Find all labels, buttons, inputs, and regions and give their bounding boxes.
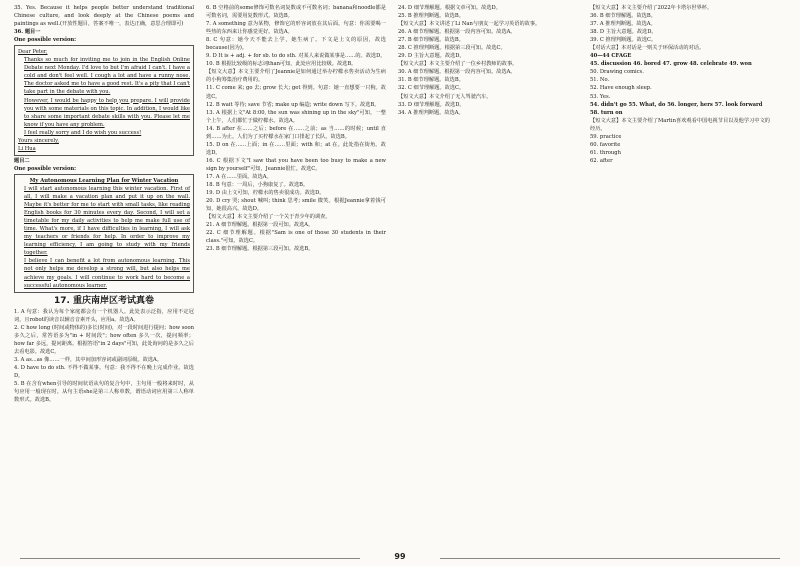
answer-31: 31. B 细节理解题。故选B。: [398, 77, 464, 84]
answer-58: 58. turn on: [590, 109, 623, 116]
answer-9: 9. D It is + adj. + for sb. to do sth. 对某人来说做某事是……的。故选D。: [206, 53, 386, 60]
section-title: 17. 重庆南岸区考试真卷: [53, 295, 155, 306]
topic-one-label: 36. 题目一: [14, 29, 41, 36]
answer-32: 32. C 细节理解题。故选C。: [398, 85, 465, 92]
passage-summary-b: 【短文大意】本文主要介绍了一个关于青少年的调查。: [206, 214, 331, 221]
passage-summary-a: 【短文大意】本文主要介绍了Jeannie是如何通过举办柠檬水售卖活动为生病的小狗筹集治疗费用的。: [206, 69, 386, 84]
column-3: [398, 4, 578, 552]
answer-28: 28. C 推理判断题。根据第三段可知。故选C。: [398, 45, 506, 52]
answer-20: 20. D cry 哭; shout 喊叫; think 思考; smile 微笑。根据Jeannie拿着钱可知，她很高兴。故选D。: [206, 198, 386, 213]
answer-21: 21. A 细节理解题。根据第一段可知。故选A。: [206, 222, 314, 229]
footer-rule-left: [20, 558, 360, 559]
column-4: [590, 4, 770, 552]
passage-summary-h: 【短文大意】本文主要介绍了Martin喜欢观看中国电视节目以及他学习中文的经历。: [590, 117, 770, 132]
answer-4: 4. D have to do sth. 不得不做某事。句意：我不得不在晚上完成作业。故选D。: [14, 364, 194, 379]
answer-38: 38. D 主旨大意题。故选D。: [590, 29, 657, 36]
letter-paragraph-1: Thanks so much for inviting me to join in the English Online Debate next Monday. I'd love to but I'm afraid I can't. I have a cold and don't feel well. I cough a lot and have a runny nose. The doctor asked me to have a good rest. It's a pity that I can't take part in the debate with you.: [24, 57, 190, 96]
answer-3: 3. A as...as 像……一样，其中间加形容词或副词原级。故选A。: [14, 356, 162, 363]
essay-title: My Autonomous Learning Plan for Winter Vacation: [29, 177, 179, 184]
answer-33: 33. D 细节理解题。故选D。: [398, 101, 465, 108]
letter-signature: Li Hua: [18, 145, 36, 152]
answer-37: 37. A 推理判断题。故选A。: [590, 21, 656, 28]
letter-paragraph-3: I feel really sorry and I do wish you success!: [24, 129, 142, 136]
column-1: [14, 4, 194, 552]
answer-18: 18. B 句意：一周后，小狗康复了。故选B。: [206, 182, 309, 189]
possible-version-label: One possible version:: [14, 37, 77, 44]
dialogue-summary: 【对话大意】本对话是一则关于环保活动的对话。: [590, 45, 705, 52]
answer-53: 53. Yes.: [590, 93, 611, 100]
answer-1: 1. A 句意：我认为每个家庭都会有一个机器人。此处表示泛指，应用不定冠词，且robot的读音以辅音音素开头，应用a。故选A。: [14, 308, 194, 323]
answer-14: 14. B after 在……之后；before 在……之前；as 当……的时候；until 直到……为止。人们为了买柠檬水在家门口排起了长队。故选B。: [206, 125, 386, 140]
answer-12: 12. B wait 等待; save 节省; make up 编造; write down 写下。故选B。: [206, 101, 380, 108]
answer-35: 35. Yes. Because it helps people better understand traditional Chinese culture, and look deeply at the Chinese poems and paintings as well.(开放性题目，答案不唯一，表达正确，意思合理即可): [14, 5, 194, 28]
answer-51: 51. No.: [590, 77, 610, 84]
page-number: 99: [394, 552, 406, 561]
answer-24: 24. D 细节理解题。根据文章可知。故选D。: [398, 5, 501, 11]
letter-closing: Yours sincerely,: [18, 137, 59, 144]
answer-15: 15. D on 在……上面；in 在……里面；with 和；at 在。此处指在街角。故选D。: [206, 141, 386, 156]
answer-59: 59. practice: [590, 133, 622, 140]
answer-2: 2. C how long (时间或物体的)多长(时间)，对一段时间进行提问；how soon 多久之后，常答语多为"in + 时间段"；how often 多久一次，提问频率；how far 多远，提问距离。根据答语"in 2 days"可知，此处询问的是多久之后去看电影。故选C。: [14, 324, 194, 355]
answer-17: 17. A 在……里面。故选A。: [206, 173, 272, 180]
answer-30: 30. A 细节理解题。根据第一段内容可知。故选A。: [398, 69, 516, 76]
letter-box: [14, 45, 194, 156]
answer-5: 5. B 在含有when引导的时间状语从句的复合句中，主句用一般将来时时，从句应用一般现在时。从句主语she是第三人称单数，谓语动词应用第三人称单数形式。故选B。: [14, 381, 194, 404]
answers-40-44: 40—44 CFAGE: [590, 53, 632, 60]
passage-summary-e: 【短文大意】本文介绍了无人驾驶汽车。: [398, 93, 492, 100]
answer-11: 11. C come 来; go 去; grow 长大; get 得到。句意：她一直想要一只狗。故选C。: [206, 85, 386, 100]
answer-10: 10. B 根据比较级的标志词than可知，此处应用比较级。故选B。: [206, 61, 357, 68]
answer-29: 29. D 主旨大意题。故选D。: [398, 53, 465, 60]
answer-61: 61. through: [590, 149, 621, 156]
answers-45-49: 45. discussion 46. bored 47. grow 48. celebrate 49. won: [590, 61, 752, 68]
possible-version-label-2: One possible version:: [14, 165, 77, 172]
answer-22: 22. C 细节理解题。根据"Sam is one of those 30 students in their class."可知。故选C。: [206, 230, 386, 245]
answer-13: 13. A 根据上文"At 8:00, the sun was shining up in the sky"可知，一整个上午，人们都忙于做柠檬水。故选A。: [206, 109, 386, 124]
footer-rule-right: [440, 558, 780, 559]
answer-34: 34. A 推理判断题。故选A。: [398, 109, 464, 116]
answer-27: 27. B 细节理解题。故选B。: [398, 37, 464, 44]
essay-box: [14, 174, 194, 293]
answer-7: 7. A something 意为某物，修饰它的形容词放在其后面。句意：你需要喝一些热的东西来让你感觉更好。故选A。: [206, 21, 386, 36]
essay-paragraph-1: I will start autonomous learning this winter vacation. First of all, I will make a vacation plan and put it up on the wall. Maybe it's better for me to start with small tasks, like reading English books for 30 minutes every day. Second, I will set a timetable for my daily activities to help me make full use of time. What's more, if I have difficulties in learning, I will ask my teachers or friends for help. In order to improve my learning efficiency, I am going to study with my friends together.: [24, 185, 190, 257]
passage-summary-c: 【短文大意】本文讲述了Li Nan与朋友一起学习英语的故事。: [398, 21, 541, 28]
answer-8: 8. C 句意：她今天不能去上学，她生病了。下文是上文的原因，故选because(因为)。: [206, 37, 386, 52]
passage-summary-d: 【短文大意】本文主要介绍了一位乡村教师的故事。: [398, 61, 518, 68]
answer-25: 25. B 推理判断题。故选B。: [398, 13, 464, 20]
answer-39: 39. C 推理判断题。故选C。: [590, 37, 657, 44]
answer-23: 23. B 细节理解题。根据第三段可知。故选B。: [206, 246, 314, 253]
letter-paragraph-2: However, I would be happy to help you prepare. I will provide you with some materials on this topic. In addition, I would like to share some important debate skills with you. Please let me know if you have any problem.: [24, 97, 190, 128]
passage-summary-f: 【短文大意】本文主要介绍了2022年卡塔尔世界杯。: [590, 5, 713, 11]
answer-36: 36. B 细节理解题。故选B。: [590, 13, 656, 20]
column-2: [206, 4, 386, 552]
answers-54-57: 54. didn't go 55. What, do 56. longer, hers 57. look forward: [590, 101, 763, 108]
answer-50: 50. Drawing comics.: [590, 69, 644, 76]
answer-6: 6. B 空格前的some修饰可数名词复数或不可数名词；banana和noodle都是可数名词，需要用复数形式。故选B。: [206, 5, 386, 20]
answer-62: 62. after: [590, 157, 613, 164]
topic-two-label: 题目二: [14, 157, 30, 164]
answer-19: 19. D 由上文可知，柠檬水的售卖很成功。故选D。: [206, 190, 325, 197]
page-footer: [0, 552, 800, 564]
answer-52: 52. Have enough sleep.: [590, 85, 652, 92]
answer-16: 16. C 根据下文"I saw that you have been too busy to make a new sign by yourself"可知，Jeannie很忙。故选C。: [206, 157, 386, 172]
answer-60: 60. favorite: [590, 141, 621, 148]
essay-paragraph-2: I believe I can benefit a lot from autonomous learning. This not only helps me develop a strong will, but also helps me achieve my goals. I will continue to work hard to become a successful autonomous learner.: [24, 258, 190, 289]
letter-salutation: Dear Peter,: [18, 49, 48, 56]
answer-26: 26. A 细节理解题。根据第一段内容可知。故选A。: [398, 29, 516, 36]
